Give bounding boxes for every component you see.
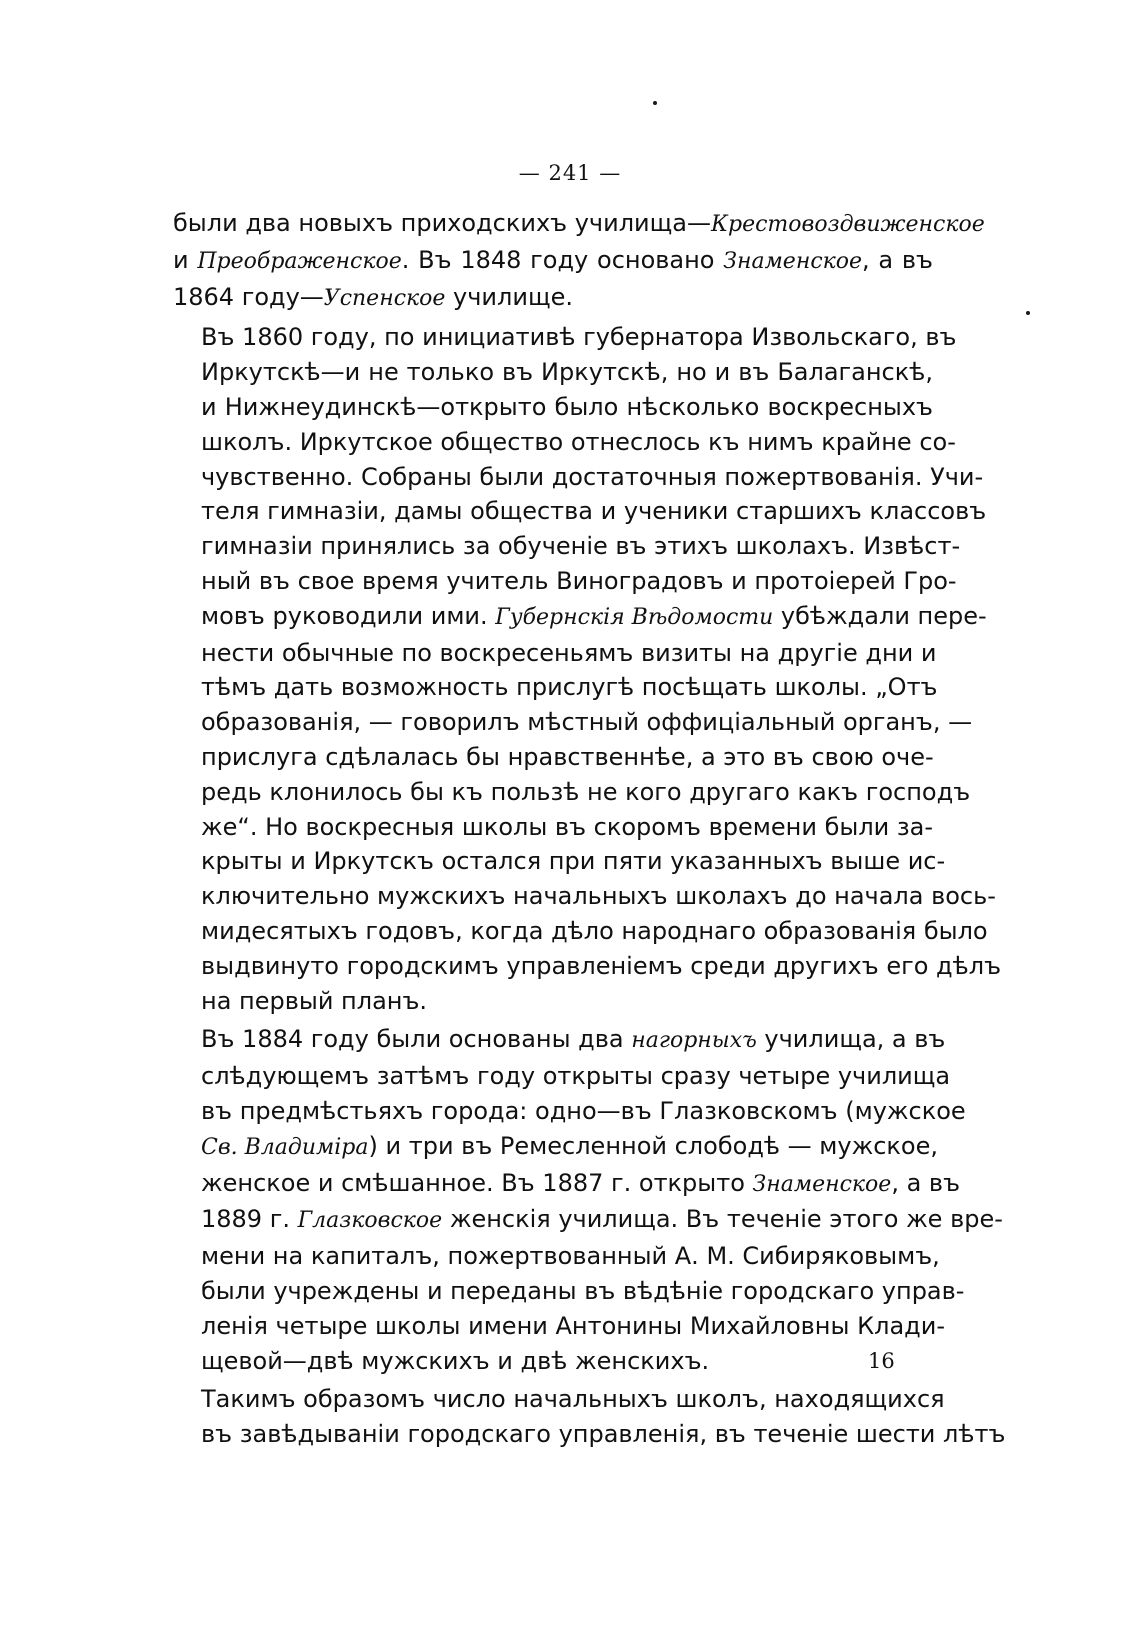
text-run: выдвинуто городскимъ управленіемъ среди другихъ его дѣлъ (201, 951, 1002, 980)
text-run: прислуга сдѣлалась бы нравственнѣе, а это въ свою оче- (201, 742, 934, 771)
italic-text: Глазковское (297, 1208, 443, 1234)
text-line (173, 425, 956, 460)
text-run: и Нижнеудинскѣ—открыто было нѣсколько воскресныхъ (201, 392, 933, 421)
text-line (173, 564, 957, 599)
text-run: тѣмъ дать возможность прислугѣ посѣщать школы. „Отъ (201, 673, 938, 702)
text-line (173, 879, 996, 914)
text-line (173, 529, 961, 564)
text-run: женскія училища. Въ теченіе этого же вре- (442, 1205, 1003, 1234)
text-run: крыты и Иркутскъ остался при пяти указанныхъ выше ис- (201, 847, 946, 876)
paragraph-4 (173, 1382, 1006, 1452)
text-line (173, 670, 938, 705)
paragraph-2 (173, 320, 1002, 1018)
body-text (173, 206, 1006, 1452)
text-line (173, 1129, 938, 1166)
italic-text: нагорныхъ (631, 1028, 757, 1054)
text-line (173, 914, 988, 949)
text-line (173, 1344, 933, 1379)
text-run: 1889 г. (201, 1205, 298, 1234)
text-line (173, 775, 971, 810)
text-run: чувственно. Собраны были достаточныя пожертвованія. Учи- (201, 462, 984, 491)
text-run: были учреждены и переданы въ вѣдѣніе городскаго управ- (201, 1276, 965, 1305)
italic-text: Знаменское (752, 1171, 892, 1197)
text-run: Такимъ образомъ число начальныхъ школъ, находящихся (201, 1385, 945, 1414)
text-line (173, 1382, 945, 1417)
text-run: школъ. Иркутское общество отнеслось къ нимъ крайне со- (201, 427, 956, 456)
text-line (173, 206, 985, 243)
text-line (173, 1166, 961, 1203)
page-number: — 241 — (518, 161, 622, 185)
text-line (173, 1309, 945, 1344)
text-run: Въ 1884 году были основаны два (201, 1025, 632, 1054)
text-line (173, 320, 957, 355)
text-run: слѣдующемъ затѣмъ году открыты сразу четыре училища (201, 1062, 951, 1091)
text-run: мени на капиталъ, пожертвованный А. М. Сибиряковымъ, (201, 1242, 940, 1271)
text-line (173, 243, 933, 280)
text-line (173, 810, 933, 845)
text-run: мидесятыхъ годовъ, когда дѣло народнаго образованія было (201, 916, 988, 945)
text-run: редь клонилось бы къ пользѣ не кого другаго какъ господъ (201, 777, 971, 806)
text-line (173, 1239, 940, 1274)
text-run: гимназіи принялись за обученіе въ этихъ школахъ. Извѣст- (201, 532, 961, 561)
text-run: Въ 1860 году, по инициативѣ губернатора Извольскаго, въ (201, 323, 957, 352)
text-line (173, 1022, 946, 1059)
text-run: ) и три въ Ремесленной слободѣ — мужское, (368, 1131, 938, 1160)
text-run: убѣждали пере- (773, 601, 987, 630)
italic-text: Губернскія Вѣдомости (495, 604, 774, 630)
italic-text: Св. Владиміра (201, 1134, 369, 1160)
text-line (173, 1094, 966, 1129)
scan-speck (1026, 311, 1030, 315)
text-line (173, 1202, 1003, 1239)
italic-text: Успенское (323, 285, 446, 311)
text-run: въ предмѣстьяхъ города: одно—въ Глазковскомъ (мужское (201, 1096, 966, 1125)
text-run: ленія четыре школы имени Антонины Михайловны Клади- (201, 1311, 945, 1340)
text-run: были два новыхъ приходскихъ училища— (173, 209, 711, 237)
text-line (173, 740, 933, 775)
text-line (173, 599, 987, 636)
text-run: щевой—двѣ мужскихъ и двѣ женскихъ. (201, 1346, 710, 1375)
text-run: и (173, 245, 198, 274)
text-run: училище. (445, 282, 573, 311)
text-line (173, 984, 933, 1019)
text-run: въ завѣдываніи городскаго управленія, въ теченіе шести лѣтъ (201, 1420, 1006, 1449)
text-run: , а въ (862, 245, 933, 274)
text-run: мовъ руководили ими. (201, 601, 496, 630)
signature-mark: 16 (868, 1349, 895, 1373)
text-run: женское и смѣшанное. Въ 1887 г. открыто (201, 1168, 753, 1197)
text-line (173, 844, 946, 879)
text-line (173, 494, 987, 529)
paragraph-3 (173, 1022, 1003, 1378)
text-line (173, 636, 937, 671)
text-line (173, 1059, 951, 1094)
text-line (173, 460, 984, 495)
text-run: , а въ (891, 1168, 961, 1197)
text-run: ключительно мужскихъ начальныхъ школахъ до начала вось- (201, 882, 996, 911)
italic-text: Крестовоздвиженское (710, 212, 985, 237)
text-run: на первый планъ. (201, 986, 428, 1015)
text-line (173, 280, 933, 317)
text-line (173, 705, 973, 740)
text-run: образованія, — говорилъ мѣстный оффиціальный органъ, — (201, 708, 973, 737)
text-line (173, 1417, 1006, 1452)
paragraph-1 (173, 206, 985, 316)
scan-speck (653, 101, 657, 105)
text-line (173, 949, 1002, 984)
text-line (173, 355, 933, 390)
italic-text: Знаменское (723, 248, 863, 274)
text-run: же“. Но воскресныя школы въ скоромъ времени были за- (201, 812, 934, 841)
text-run: училища, а въ (756, 1025, 946, 1054)
text-line (173, 390, 933, 425)
italic-text: Преображенское (197, 248, 402, 274)
text-line (173, 1274, 965, 1309)
text-run: 1864 году— (173, 282, 324, 311)
text-run: Иркутскѣ—и не только въ Иркутскѣ, но и въ Балаганскѣ, (201, 358, 933, 387)
text-run: ный въ свое время учитель Виноградовъ и протоіерей Гро- (201, 566, 957, 595)
text-run: теля гимназіи, дамы общества и ученики старшихъ классовъ (201, 497, 987, 526)
text-run: нести обычные по воскресеньямъ визиты на другіе дни и (201, 638, 937, 667)
text-run: . Въ 1848 году основано (401, 245, 724, 274)
